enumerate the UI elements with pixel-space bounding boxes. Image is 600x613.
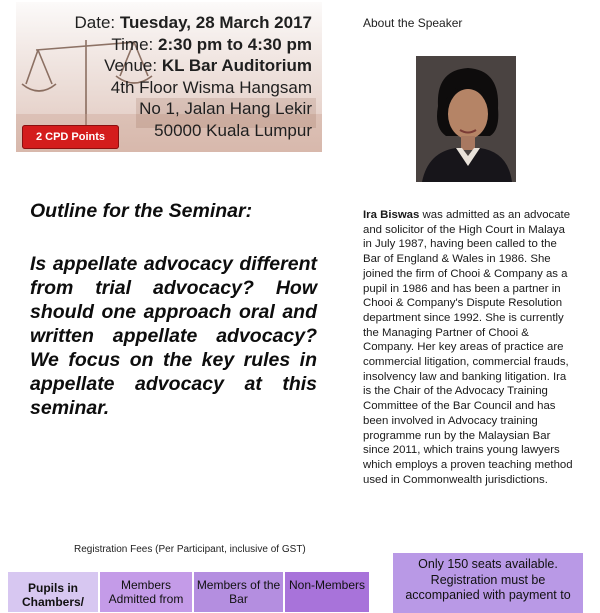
speaker-bio-text: was admitted as an advocate and solicitor of the High Court in Malaya in July 1987, having been called to the Bar of England & Wales in 1986. She joined the firm of Chooi & Company as a pupil in 1986 and has been a partner in Chooi & Company's Dispute Resolution department since 1992. She is currently the Managing Partner of Chooi & Company. Her key areas of practice are commercial litigation, commercial frauds, insolvency law and banking litigation. Ira is the Chair of the Advocacy Training Committee of the Bar Council and has been involved in Advocacy training programme run by the Malaysian Bar since 2011, which trains young lawyers which employs a proven teaching method used in Commonwealth jurisdictions. [363,209,573,486]
event-info-lines [74,12,312,142]
event-date-line [74,12,312,34]
cpd-points-badge: 2 CPD Points [22,125,119,149]
seats-notice: Only 150 seats available. Registration must be accompanied with payment to [393,553,583,613]
fee-header-non-members: Non-Members [285,572,369,612]
event-venue-line [74,55,312,77]
venue-label: Venue: [104,56,158,76]
date-label: Date: [74,13,116,32]
event-details-panel [16,2,322,152]
address-line-1: 4th Floor Wisma Hangsam [110,77,312,97]
speaker-bio [363,208,575,487]
address-line-3: 50000 Kuala Lumpur [154,120,312,140]
about-speaker-heading: About the Speaker [363,16,463,30]
address-line-2: No 1, Jalan Hang Lekir [139,99,312,119]
date-value: Tuesday, 28 March 2017 [119,13,312,32]
time-label: Time: [111,34,154,54]
speaker-photo [416,56,516,182]
registration-fees-heading: Registration Fees (Per Participant, inclusive of GST) [74,544,306,555]
time-value: 2:30 pm to 4:30 pm [158,34,312,54]
fee-header-members-admitted: Members Admitted from [100,572,192,612]
fee-header-members-of-bar: Members of the Bar [194,572,283,612]
event-time-line [74,34,312,56]
fee-header-pupils: Pupils in Chambers/ [8,572,98,612]
speaker-portrait-image [416,56,516,182]
outline-heading: Outline for the Seminar: [30,200,253,222]
speaker-name: Ira Biswas [363,209,420,221]
venue-value: KL Bar Auditorium [161,56,312,76]
outline-body: Is appellate advocacy different from trial advocacy? How should one approach oral and written appellate advocacy? We focus on the key rules in appellate advocacy at this seminar. [30,253,317,419]
